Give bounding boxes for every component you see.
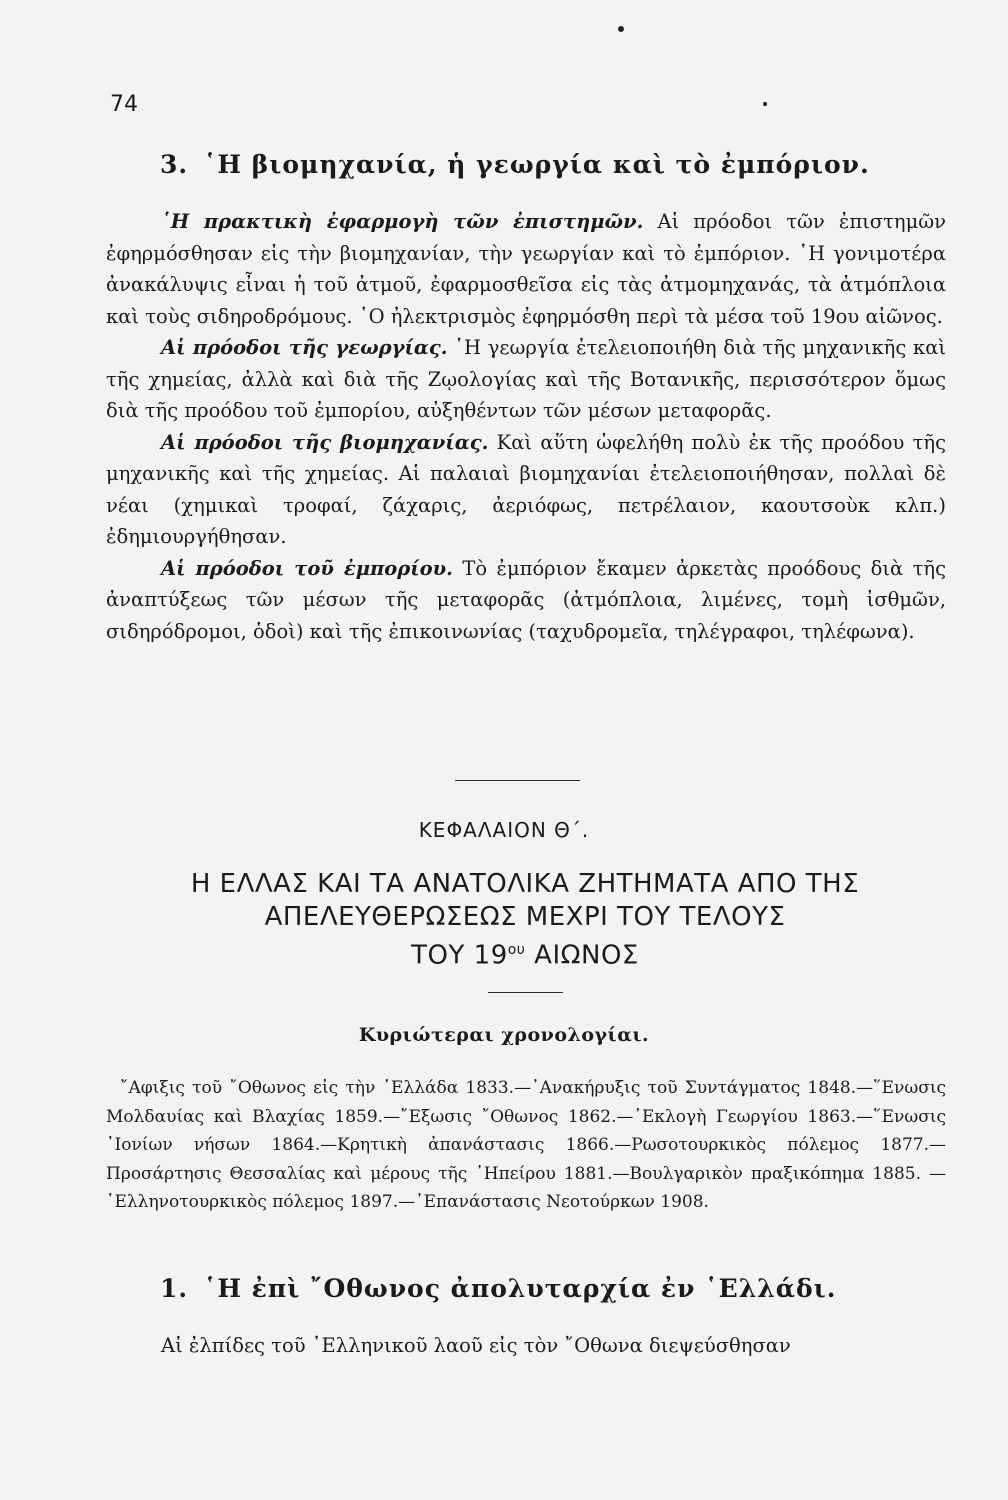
paragraph-text: Τὸ ἐμπόριον ἔκαμεν ἀρκετὰς προόδους διὰ τῆς ἀναπτύξεως τῶν μέσων τῆς μεταφορᾶς (ἀτμόπλοια, λιμένες, τομὴ ἰσθμῶν, σιδηρόδρομοι, ὁδοὶ) καὶ τῆς ἐπικοινωνίας (ταχυδρομεῖα, τηλέγραφοι, τηλέφωνα). bbox=[106, 556, 946, 643]
paragraph-text: Αἱ πρόοδοι τῶν ἐπιστημῶν ἐφηρμόσθησαν εἰς τὴν βιομηχανίαν, τὴν γεωργίαν καὶ τὸ ἐμπόριον. ῾Η γονιμοτέρα ἀνακάλυψις εἶναι ἡ τοῦ ἀτμοῦ, ἐφαρμοσθεῖσα εἰς τὰς ἀτμομηχανάς, τὰ ἀτμόπλοια καὶ τοὺς σιδηροδρόμους. ῾Ο ἠλεκτρισμὸς ἐφηρμόσθη περὶ τὰ μέσα τοῦ 19ου αἰῶνος. bbox=[106, 210, 946, 328]
page-number: 74 bbox=[110, 92, 138, 117]
print-speck bbox=[618, 26, 624, 32]
chapter-title-line-3-pre: ΤΟΥ 19 bbox=[411, 940, 508, 971]
paragraph-industry bbox=[106, 427, 946, 553]
chapter-title-line-1: Η ΕΛΛΑΣ ΚΑΙ ΤΑ ΑΝΑΤΟΛΙΚΑ ΖΗΤΗΜΑΤΑ ΑΠΟ ΤΗΣ bbox=[190, 869, 860, 899]
chapter-title-line-3 bbox=[100, 934, 950, 973]
paragraph-lead: ῾Η πρακτικὴ ἐφαρμογὴ τῶν ἐπιστημῶν. bbox=[161, 210, 644, 233]
section-1-title: ῾Η ἐπὶ ῎Οθωνος ἀπολυταρχία ἐν ῾Ελλάδι. bbox=[203, 1274, 837, 1303]
section-3-number: 3. bbox=[160, 150, 189, 179]
chapter-title-superscript: ου bbox=[507, 942, 526, 958]
chronology-text: ῎Αφιξις τοῦ ῎Οθωνος εἰς τὴν ῾Ελλάδα 1833.—᾿Ανακήρυξις τοῦ Συντάγματος 1848.—῞Ενωσις Μολδαυίας καὶ Βλαχίας 1859.—῎Εξωσις ῎Οθωνος 1862.—᾿Εκλογὴ Γεωργίου 1863.—῞Ενωσις ᾿Ιονίων νήσων 1864.—Κρητικὴ ἀπανάστασις 1866.—Ρωσοτουρκικὸς πόλεμος 1877.—Προσάρτησις Θεσσαλίας καὶ μέρους τῆς ᾿Ηπείρου 1881.—Βουλγαρικὸν πραξικόπημα 1885. —῾Ελληνοτουρκικὸς πόλεμος 1897.—᾿Επανάστασις Νεοτούρκων 1908. bbox=[106, 1078, 946, 1212]
print-speck bbox=[763, 102, 767, 106]
divider-rule bbox=[455, 780, 580, 781]
section-3-body bbox=[106, 206, 946, 647]
paragraph-commerce bbox=[106, 553, 946, 648]
paragraph-text: Καὶ αὕτη ὠφελήθη πολὺ ἐκ τῆς προόδου τῆς μηχανικῆς καὶ τῆς χημείας. Αἱ παλαιαὶ βιομηχανίαι ἐτελειοποιήθησαν, πολλαὶ δὲ νέαι (χημικαὶ τροφαί, ζάχαρις, ἀεριόφως, πετρέλαιον, καουτσοὺκ κλπ.) ἐδημιουργήθησαν. bbox=[106, 430, 946, 548]
paragraph-agriculture bbox=[106, 332, 946, 427]
paragraph-lead: Αἱ πρόοδοι τοῦ ἐμπορίου. bbox=[161, 556, 453, 580]
paragraph-lead: Αἱ πρόοδοι τῆς βιομηχανίας. bbox=[161, 430, 489, 454]
chapter-title-line-2: ΑΠΕΛΕΥΘΕΡΩΣΕΩΣ ΜΕΧΡΙ ΤΟΥ ΤΕΛΟΥΣ bbox=[264, 902, 786, 932]
section-3-title: ῾Η βιομηχανία, ἡ γεωργία καὶ τὸ ἐμπόριον. bbox=[203, 150, 870, 179]
section-3-heading bbox=[160, 150, 950, 179]
section-1-heading bbox=[160, 1274, 950, 1303]
paragraph-applied-sciences bbox=[106, 206, 946, 332]
chronology-heading: Κυριώτεραι χρονολογίαι. bbox=[358, 1024, 650, 1046]
divider-rule bbox=[488, 992, 563, 993]
chapter-label: ΚΕΦΑΛΑΙΟΝ Θ΄. bbox=[418, 818, 590, 842]
chapter-title-line-3-post: ΑΙΩΝΟΣ bbox=[525, 940, 639, 971]
chapter-title bbox=[100, 868, 950, 973]
paragraph-text: ῾Η γεωργία ἐτελειοποιήθη διὰ τῆς μηχανικῆς καὶ τῆς χημείας, ἀλλὰ καὶ διὰ τῆς Ζῳολογίας καὶ τῆς Βοτανικῆς, περισσότερον ὅμως διὰ τῆς προόδου τοῦ ἐμπορίου, αὐξηθέντων τῶν μέσων μεταφορᾶς. bbox=[106, 336, 947, 422]
closing-paragraph: Αἱ ἐλπίδες τοῦ ῾Ελληνικοῦ λαοῦ εἰς τὸν ῎Οθωνα διεψεύσθησαν bbox=[161, 1334, 791, 1357]
section-1-number: 1. bbox=[160, 1274, 189, 1303]
paragraph-lead: Αἱ πρόοδοι τῆς γεωργίας. bbox=[161, 336, 448, 359]
